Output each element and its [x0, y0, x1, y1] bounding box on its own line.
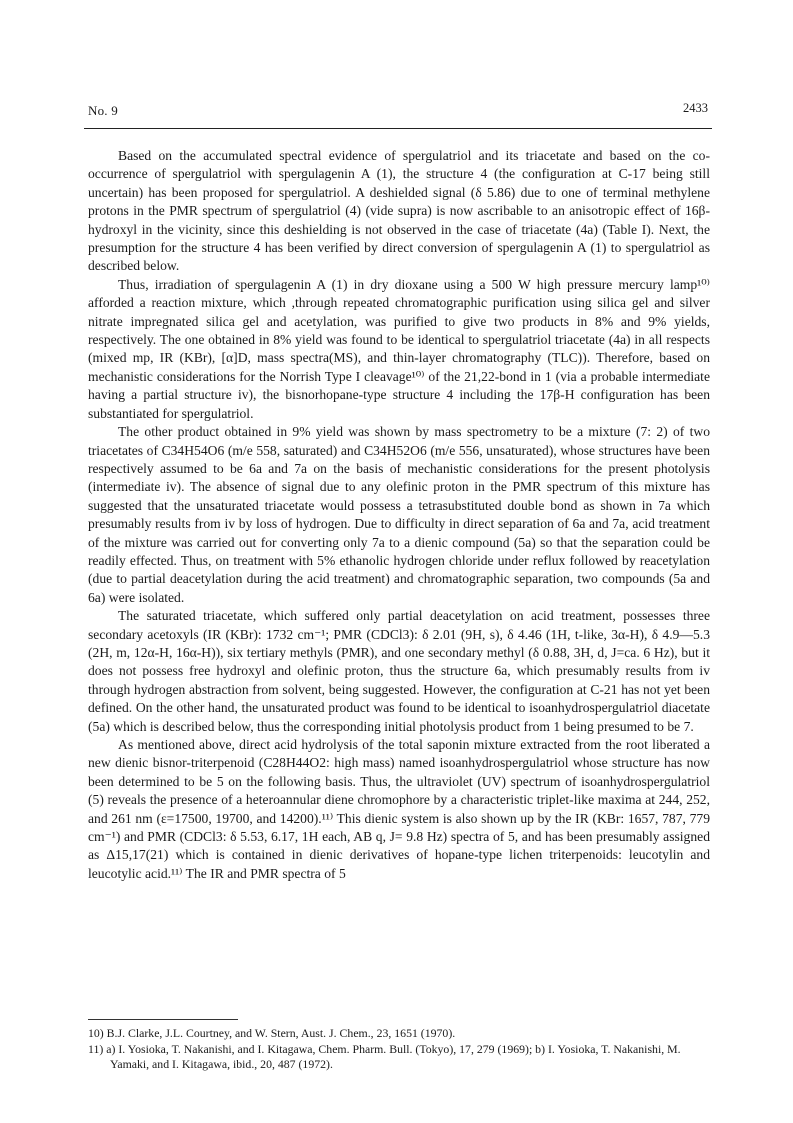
running-header	[88, 103, 708, 125]
paragraph-5: As mentioned above, direct acid hydrolysis of the total saponin mixture extracted from the root liberated a new dienic bisnor-triterpenoid (C28H44O2: high mass) named isoanhydrospergulatriol whose structure has now been determined to be 5 on the following basis. Thus, the ultraviolet (UV) spectrum of isoanhydrospergulatriol (5) reveals the presence of a heteroannular diene chromophore by a characteristic triplet-like maxima at 244, 252, and 261 nm (ε=17500, 19700, and 14200).¹¹⁾ This dienic system is also shown up by the IR (KBr: 1657, 787, 779 cm⁻¹) and PMR (CDCl3: δ 5.53, 6.17, 1H each, AB q, J= 9.8 Hz) spectra of 5, and has been presumably assigned as Δ15,17(21) which is contained in dienic derivatives of hopane-type lichen triterpenoids: leucotylin and leucotylic acid.¹¹⁾ The IR and PMR spectra of 5	[88, 737, 710, 881]
footnote-10: 10) B.J. Clarke, J.L. Courtney, and W. Stern, Aust. J. Chem., 23, 1651 (1970).	[88, 1026, 456, 1040]
footnote-11: 11) a) I. Yosioka, T. Nakanishi, and I. Kitagawa, Chem. Pharm. Bull. (Tokyo), 17, 279 (1969); b) I. Yosioka, T. Nakanishi, M. Yamaki, and I. Kitagawa, ibid., 20, 487 (1972).	[88, 1041, 681, 1071]
footnotes	[88, 1026, 710, 1073]
footnote-rule	[88, 1019, 238, 1020]
paragraph-3: The other product obtained in 9% yield was shown by mass spectrometry to be a mixture (7: 2) of two triacetates of C34H54O6 (m/e 558, saturated) and C34H52O6 (m/e 556, unsaturated), whose structures have been respectively assumed to be 6a and 7a on the basis of mechanistic considerations for the present photolysis (intermediate iv). The absence of signal due to any olefinic proton in the PMR spectrum of this mixture has suggested that the unsaturated triacetate would possess a tetrasubstituted double bond as shown in 7a which presumably results from iv by loss of hydrogen. Due to difficulty in direct separation of 6a and 7a, acid treatment of the mixture was carried out for converting only 7a to a dienic compound (5a) so that the separation could be readily effected. Thus, on treatment with 5% ethanolic hydrogen chloride under reflux followed by reacetylation (due to partial deacetylation during the acid treatment) and chromatographic separation, two compounds (5a and 6a) were isolated.	[88, 424, 710, 605]
header-rule	[84, 128, 712, 129]
page-number: 2433	[683, 101, 708, 115]
paragraph-2: Thus, irradiation of spergulagenin A (1) in dry dioxane using a 500 W high pressure mercury lamp¹⁰⁾ afforded a reaction mixture, which ,through repeated chromatographic purification using silica gel and silver nitrate impregnated silica gel and acetylation, was purified to give two products in 8% and 9% yields, respectively. The one obtained in 8% yield was found to be identical to spergulatriol triacetate (4a) in all respects (mixed mp, IR (KBr), [α]D, mass spectra(MS), and thin-layer chromatography (TLC)). Therefore, based on mechanistic considerations for the Norrish Type I cleavage¹⁰⁾ of the 21,22-bond in 1 (via a probable intermediate having a partial structure iv), the bisnorhopane-type structure 4 including the 17β-H configuration has been substantiated for spergulatriol.	[88, 276, 710, 421]
paragraph-4: The saturated triacetate, which suffered only partial deacetylation on acid treatment, possesses three secondary acetoxyls (IR (KBr): 1732 cm⁻¹; PMR (CDCl3): δ 2.01 (9H, s), δ 4.46 (1H, t-like, 3α-H), δ 4.9—5.3 (2H, m, 12α-H, 16α-H)), six tertiary methyls (PMR), and one secondary methyl (δ 0.88, 3H, d, J=ca. 6 Hz), but it does not possess free hydroxyl and olefinic proton, thus the structure 6a, which presumably results from iv through hydrogen abstraction from solvent, being suggested. However, the configuration at C-21 has not yet been defined. On the other hand, the unsaturated product was found to be identical to isoanhydrospergulatriol diacetate (5a) which is described below, thus the corresponding initial photolysis product from 1 being presumed to be 7.	[88, 608, 710, 734]
issue-number: No. 9	[88, 103, 118, 118]
paragraph-1: Based on the accumulated spectral evidence of spergulatriol and its triacetate and based on the co-occurrence of spergulatriol with spergulagenin A (1), the structure 4 (the configuration at C-17 being still uncertain) has been proposed for spergulatriol. A deshielded signal (δ 5.86) due to one of terminal methylene protons in the PMR spectrum of spergulatriol (4) (vide supra) is now ascribable to an anisotropic effect of 16β-hydroxyl in the vicinity, since this deshielding is not observed in the case of triacetate (4a) (Table I). Next, the presumption for the structure 4 has been verified by direct conversion of spergulagenin A (1) to spergulatriol as described below.	[88, 148, 710, 274]
article-body	[88, 147, 710, 883]
